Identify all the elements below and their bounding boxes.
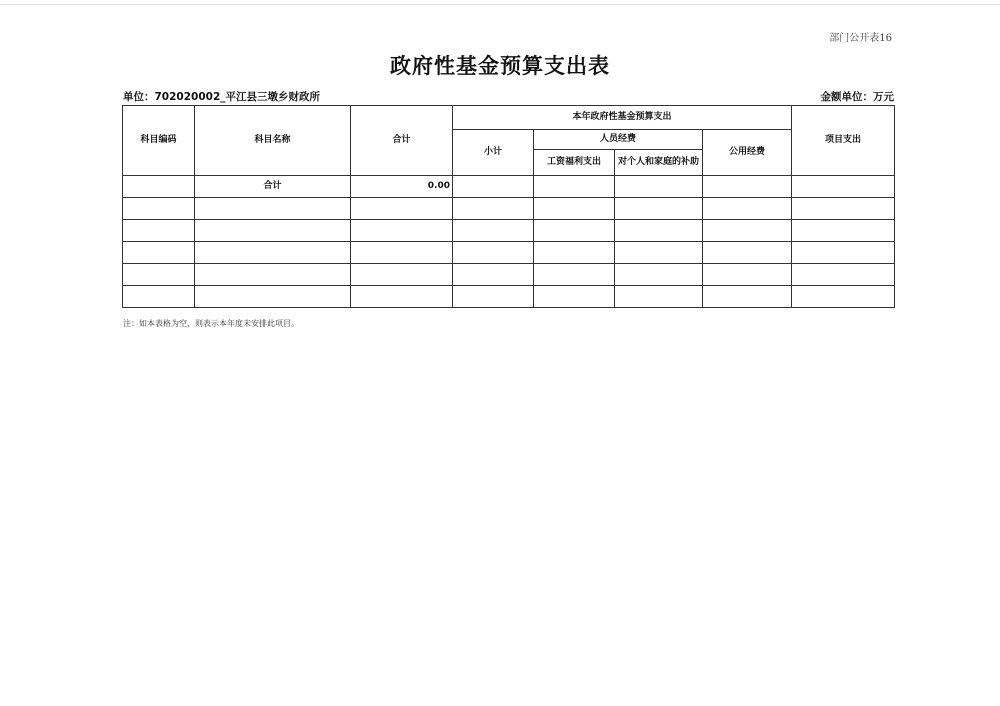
cell-subtotal [453,198,534,220]
header-public-funds: 公用经费 [703,130,792,176]
footnote: 注：如本表格为空，则表示本年度未安排此项目。 [123,319,299,328]
cell-project-expense [792,286,895,308]
document-title: 政府性基金预算支出表 [390,53,610,78]
cell-subject-name: 合计 [195,176,351,198]
cell-total [351,220,453,242]
budget-table [122,105,895,308]
amount-unit-label: 金额单位：万元 [820,91,894,103]
cell-individual-household-subsidy [615,242,703,264]
header-project-expense: 项目支出 [792,106,895,176]
cell-subject-code [123,176,195,198]
cell-individual-household-subsidy [615,176,703,198]
table-row [123,242,895,264]
cell-subject-code [123,242,195,264]
cell-subject-name [195,242,351,264]
cell-public-funds [703,242,792,264]
cell-subject-name [195,220,351,242]
cell-public-funds [703,198,792,220]
header-individual-household-subsidy: 对个人和家庭的补助 [615,150,703,176]
cell-subject-code [123,198,195,220]
table-row [123,198,895,220]
cell-public-funds [703,176,792,198]
cell-total [351,264,453,286]
header-total: 合计 [351,106,453,176]
cell-project-expense [792,264,895,286]
cell-subject-code [123,264,195,286]
cell-subject-code [123,220,195,242]
cell-salary-welfare [534,220,615,242]
cell-project-expense [792,176,895,198]
table-row [123,286,895,308]
cell-salary-welfare [534,176,615,198]
table-row [123,176,895,198]
header-subtotal: 小计 [453,130,534,176]
unit-label: 单位：702020002_平江县三墩乡财政所 [123,91,321,103]
cell-salary-welfare [534,198,615,220]
cell-total [351,286,453,308]
cell-individual-household-subsidy [615,286,703,308]
cell-project-expense [792,242,895,264]
cell-salary-welfare [534,264,615,286]
cell-public-funds [703,220,792,242]
cell-total: 0.00 [351,176,453,198]
cell-subject-name [195,286,351,308]
header-subject-code: 科目编码 [123,106,195,176]
cell-subtotal [453,242,534,264]
cell-project-expense [792,198,895,220]
header-current-year-group: 本年政府性基金预算支出 [453,106,792,130]
cell-total [351,198,453,220]
cell-subject-name [195,198,351,220]
cell-subtotal [453,220,534,242]
cell-subject-name [195,264,351,286]
cell-public-funds [703,264,792,286]
cell-subtotal [453,264,534,286]
page-edge [0,4,1000,5]
cell-individual-household-subsidy [615,220,703,242]
form-number: 部门公开表16 [829,33,892,44]
cell-project-expense [792,220,895,242]
cell-subtotal [453,286,534,308]
cell-public-funds [703,286,792,308]
header-personnel-group: 人员经费 [534,130,703,150]
cell-subtotal [453,176,534,198]
header-subject-name: 科目名称 [195,106,351,176]
table-row [123,264,895,286]
table-row [123,220,895,242]
cell-salary-welfare [534,286,615,308]
cell-individual-household-subsidy [615,264,703,286]
cell-subject-code [123,286,195,308]
cell-individual-household-subsidy [615,198,703,220]
cell-salary-welfare [534,242,615,264]
cell-total [351,242,453,264]
header-salary-welfare: 工资福利支出 [534,150,615,176]
